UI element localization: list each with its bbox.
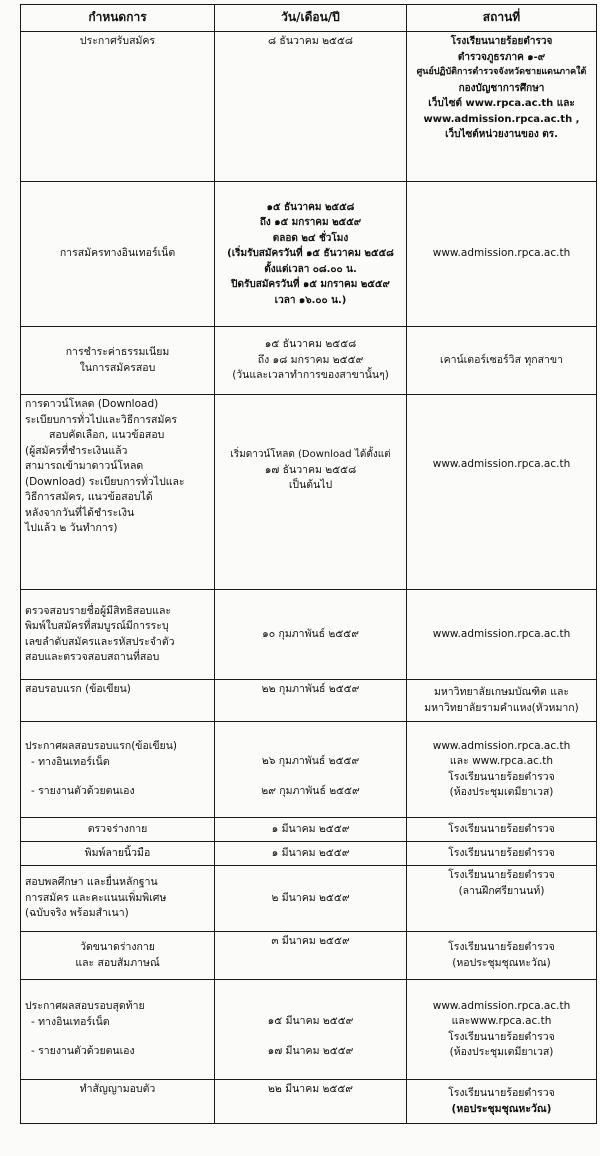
event-line: ในการสมัครสอบ [79, 361, 156, 374]
event-cell [21, 980, 215, 1080]
place-line: โรงเรียนนายร้อยตำรวจ [448, 822, 555, 835]
event-cell [21, 1080, 215, 1124]
event-cell [21, 722, 215, 818]
place-line: ตำรวจภูธรภาค ๑-๙ [457, 51, 546, 63]
event-cell [21, 680, 215, 722]
event-line: สอบและตรวจสอบสถานที่สอบ [25, 651, 160, 663]
event-cell [21, 32, 215, 182]
date-line: ๒ มีนาคม ๒๕๕๙ [271, 891, 350, 904]
place-line: โรงเรียนนายร้อยตำรวจ [448, 869, 555, 881]
event-line: ตรวจร่างกาย [87, 822, 148, 835]
event-line: - รายงานตัวด้วยตนเอง [31, 1045, 135, 1058]
date-cell [215, 980, 407, 1080]
date-line: ถึง ๑๕ มกราคม ๒๕๕๙ [259, 217, 362, 229]
place-line: เคาน์เตอร์เซอร์วิส ทุกสาขา [439, 353, 563, 366]
date-line: เป็นต้นไป [288, 479, 333, 491]
event-line: ไปแล้ว ๒ วันทำการ) [25, 522, 118, 534]
event-line: สอบรอบแรก (ข้อเขียน) [25, 683, 131, 695]
place-cell [407, 680, 597, 722]
place-line: (ลานฝึกศรียานนท์) [458, 884, 545, 897]
place-line: และwww.rpca.ac.th [451, 1015, 552, 1027]
date-line: ๑ มีนาคม ๒๕๕๙ [271, 846, 350, 859]
place-cell [407, 590, 597, 680]
place-line: www.admission.rpca.ac.th [432, 739, 571, 752]
place-line: ศูนย์ปฏิบัติการตำรวจจังหวัดชายแดนภาคใต้ [416, 67, 587, 77]
event-cell [21, 818, 215, 842]
place-line: (ห้องประชุมเตมียาเวส) [449, 786, 554, 798]
date-line: ๒๙ กุมภาพันธ์ ๒๕๕๙ [261, 784, 360, 797]
date-line: ๒๒ กุมภาพันธ์ ๒๕๕๙ [261, 683, 360, 695]
event-line: การชำระค่าธรรมเนียม [65, 346, 170, 358]
table-row [21, 590, 597, 680]
event-line: - ทางอินเทอร์เน็ต [31, 755, 110, 768]
event-line: การดาวน์โหลด (Download) [25, 398, 159, 410]
table-row [21, 722, 597, 818]
date-line: เวลา ๑๖.๐๐ น.) [274, 294, 347, 306]
spacer [25, 770, 210, 784]
date-line: (วันและเวลาทำการของสาขานั้นๆ) [232, 369, 389, 382]
place-line: www.admission.rpca.ac.th [432, 458, 571, 470]
date-line: ๑๐ กุมภาพันธ์ ๒๕๕๙ [262, 627, 359, 640]
place-line: โรงเรียนนายร้อยตำรวจ [448, 941, 555, 953]
date-line: ๓ มีนาคม ๒๕๕๙ [271, 935, 350, 947]
place-line: โรงเรียนนายร้อยตำรวจ [448, 1087, 555, 1099]
event-cell [21, 395, 215, 590]
event-line: - ทางอินเทอร์เน็ต [31, 1015, 110, 1028]
date-line: ตลอด ๒๔ ชั่วโมง [272, 232, 349, 244]
place-cell [407, 842, 597, 866]
table-header-row [21, 5, 597, 32]
place-line: โรงเรียนนายร้อยตำรวจ [448, 846, 555, 859]
event-line: ประกาศผลสอบรอบแรก(ข้อเขียน) [25, 740, 177, 753]
event-line: เลขลำดับสมัครและรหัสประจำตัว [25, 635, 175, 648]
place-cell [407, 182, 597, 327]
date-line: ๑๗ ธันวาคม ๒๕๕๘ [264, 463, 357, 476]
event-line: (Download) ระเบียบการทั่วไปและ [25, 475, 185, 488]
spacer [25, 1030, 210, 1044]
date-line: ๒๒ มีนาคม ๒๕๕๙ [268, 1083, 353, 1095]
event-line: หลังจากวันที่ได้ชำระเงิน [25, 506, 135, 519]
date-cell [215, 1080, 407, 1124]
event-line: การสมัครทางอินเทอร์เน็ต [59, 247, 176, 260]
event-line: ประกาศรับสมัคร [79, 35, 156, 47]
place-cell [407, 932, 597, 980]
table-row [21, 327, 597, 395]
table-row [21, 395, 597, 590]
date-cell [215, 327, 407, 395]
place-line: มหาวิทยาลัยเกษมบัณฑิต และ [433, 686, 570, 698]
place-line: www.admission.rpca.ac.th [432, 627, 571, 640]
date-cell [215, 842, 407, 866]
place-cell [407, 32, 597, 182]
date-cell [215, 722, 407, 818]
event-line: สอบคัดเลือก, แนวข้อสอบ [49, 429, 165, 441]
date-line: ๑๕ ธันวาคม ๒๕๕๘ [266, 201, 355, 213]
event-line: ระเบียบการทั่วไปและวิธีการสมัคร [25, 413, 178, 426]
schedule-body [21, 32, 597, 1124]
date-cell [215, 866, 407, 932]
place-line: (ห้องประชุมเตมียาเวส) [449, 1046, 554, 1058]
date-line: ๑๕ มีนาคม ๒๕๕๙ [267, 1015, 354, 1027]
date-cell [215, 182, 407, 327]
place-line: และ www.rpca.ac.th [449, 755, 554, 767]
date-line: เริ่มดาวน์โหลด (Download ได้ตั้งแต่ [230, 449, 391, 460]
date-cell [215, 932, 407, 980]
header-place: สถานที่ [407, 5, 597, 32]
place-cell [407, 818, 597, 842]
header-date: วัน/เดือน/ปี [215, 5, 407, 32]
table-row [21, 932, 597, 980]
place-line: www.admission.rpca.ac.th [432, 247, 571, 260]
date-cell [215, 395, 407, 590]
date-cell [215, 680, 407, 722]
spacer [219, 740, 402, 754]
table-row [21, 32, 597, 182]
table-row [21, 680, 597, 722]
table-row [21, 866, 597, 932]
date-line: (เริ่มรับสมัครวันที่ ๑๕ ธันวาคม ๒๕๕๘ [227, 248, 394, 260]
place-line: โรงเรียนนายร้อยตำรวจ [448, 1030, 555, 1043]
date-line: ๒๖ กุมภาพันธ์ ๒๕๕๙ [261, 755, 360, 767]
table-row [21, 980, 597, 1080]
event-line: พิมพ์ลายนิ้วมือ [84, 846, 151, 859]
event-line: ตรวจสอบรายชื่อผู้มีสิทธิสอบและ [25, 604, 172, 617]
place-line: โรงเรียนนายร้อยตำรวจ [448, 770, 555, 783]
header-event: กำหนดการ [21, 5, 215, 32]
event-line: การสมัคร และคะแนนเพิ่มพิเศษ [25, 891, 167, 904]
event-line: ทำสัญญามอบตัว [79, 1083, 156, 1095]
table-row [21, 818, 597, 842]
event-cell [21, 932, 215, 980]
event-line: พิมพ์ใบสมัครที่สมบูรณ์มีการระบุ [25, 620, 169, 632]
event-line: วัดขนาดร่างกาย [80, 941, 155, 953]
place-cell [407, 327, 597, 395]
place-cell [407, 722, 597, 818]
spacer [219, 1000, 402, 1014]
place-line: มหาวิทยาลัยรามคำแหง(หัวหมาก) [424, 701, 579, 714]
spacer [219, 770, 402, 784]
schedule-table [20, 4, 597, 1124]
place-line: โรงเรียนนายร้อยตำรวจ [450, 36, 553, 47]
place-line: เว็บไซต์ www.rpca.ac.th และ [428, 98, 575, 109]
date-line: ปิดรับสมัครวันที่ ๑๕ มกราคม ๒๕๕๙ [231, 279, 390, 291]
date-cell [215, 818, 407, 842]
table-row [21, 182, 597, 327]
date-cell [215, 32, 407, 182]
spacer [219, 1030, 402, 1044]
place-line: (หอประชุมชุณหะวัณ) [452, 956, 551, 969]
place-cell [407, 980, 597, 1080]
date-line: ๑๕ ธันวาคม ๒๕๕๘ [264, 338, 357, 351]
event-line: - รายงานตัวด้วยตนเอง [31, 785, 135, 798]
place-line: เว็บไซต์หน่วยงานของ ตร. [445, 129, 558, 140]
place-cell [407, 395, 597, 590]
date-line: ตั้งแต่เวลา ๐๘.๐๐ น. [264, 263, 357, 275]
place-line: www.admission.rpca.ac.th [432, 999, 571, 1012]
place-cell [407, 866, 597, 932]
event-cell [21, 866, 215, 932]
event-line: สอบพลศึกษา และยื่นหลักฐาน [25, 876, 158, 889]
event-line: (ฉบับจริง พร้อมสำเนา) [25, 907, 129, 920]
event-line: วิธีการสมัคร, แนวข้อสอบได้ [25, 491, 153, 503]
place-cell [407, 1080, 597, 1124]
event-cell [21, 327, 215, 395]
place-line: กองบัญชาการศึกษา [458, 82, 545, 94]
date-line: ๑ มีนาคม ๒๕๕๙ [271, 822, 350, 835]
place-line: www.admission.rpca.ac.th , [423, 113, 580, 125]
date-line: ๑๗ มีนาคม ๒๕๕๙ [267, 1044, 354, 1057]
event-cell [21, 590, 215, 680]
event-line: ประกาศผลสอบรอบสุดท้าย [25, 1000, 145, 1013]
event-line: (ผู้สมัครที่ชำระเงินแล้ว [25, 444, 128, 457]
place-line: (หอประชุมชุณหะวัณ) [451, 1102, 552, 1115]
date-cell [215, 590, 407, 680]
table-row [21, 1080, 597, 1124]
date-line: ถึง ๑๘ มกราคม ๒๕๕๙ [257, 353, 364, 366]
table-row [21, 842, 597, 866]
event-line: สามารถเข้ามาดาวน์โหลด [25, 460, 144, 472]
event-cell [21, 182, 215, 327]
event-cell [21, 842, 215, 866]
date-line: ๘ ธันวาคม ๒๕๕๘ [267, 35, 353, 47]
event-line: และ สอบสัมภาษณ์ [75, 956, 160, 969]
